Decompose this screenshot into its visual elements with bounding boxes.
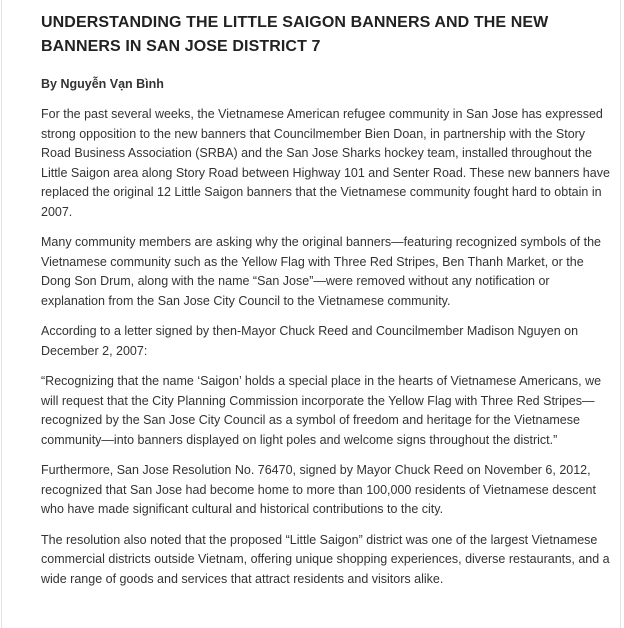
page-frame <box>1 0 621 628</box>
paragraph-5: Furthermore, San Jose Resolution No. 76470, signed by Mayor Chuck Reed on November 6, 2012, recognized that San Jose had become home to more than 100,000 residents of Vietnamese descent who have made significant cultural and historical contributions to the city. <box>41 463 596 516</box>
quote-paragraph: “Recognizing that the name ‘Saigon’ holds a special place in the hearts of Vietnamese Americans, we will request that the City Planning Commission incorporate the Yellow Flag with Three Red Stripes—recognized by the San Jose City Council as a symbol of freedom and heritage for the Vietnamese community—into banners displayed on light poles and welcome signs throughout the district.” <box>41 374 602 447</box>
article-byline: By Nguyễn Vạn Bình <box>41 77 164 91</box>
paragraph-6: The resolution also noted that the proposed “Little Saigon” district was one of the largest Vietnamese commercial districts outside Vietnam, offering unique shopping experiences, diverse restaurants, and a wide range of goods and services that attract residents and visitors alike. <box>41 532 610 586</box>
paragraph-2: Many community members are asking why the original banners—featuring recognized symbols of the Vietnamese community such as the Yellow Flag with Three Red Stripes, Ben Thanh Market, or the Dong Son Drum, along with the name “San Jose”—were removed without any notification or explanation from the San Jose City Council to the Vietnamese community. <box>41 235 601 308</box>
paragraph-3: According to a letter signed by then-Mayor Chuck Reed and Councilmember Madison Nguyen on December 2, 2007: <box>41 324 579 358</box>
article <box>41 11 613 600</box>
article-title: UNDERSTANDING THE LITTLE SAIGON BANNERS AND THE NEW BANNERS IN SAN JOSE DISTRICT 7 <box>41 14 549 55</box>
paragraph-1: For the past several weeks, the Vietnamese American refugee community in San Jose has expressed strong opposition to the new banners that Councilmember Bien Doan, in partnership with the Story Road Business Association (SRBA) and the San Jose Sharks hockey team, installed throughout the Little Saigon area along Story Road between Highway 101 and Senter Road. These new banners have replaced the original 12 Little Saigon banners that the Vietnamese community fought hard to obtain in 2007. <box>41 107 610 219</box>
